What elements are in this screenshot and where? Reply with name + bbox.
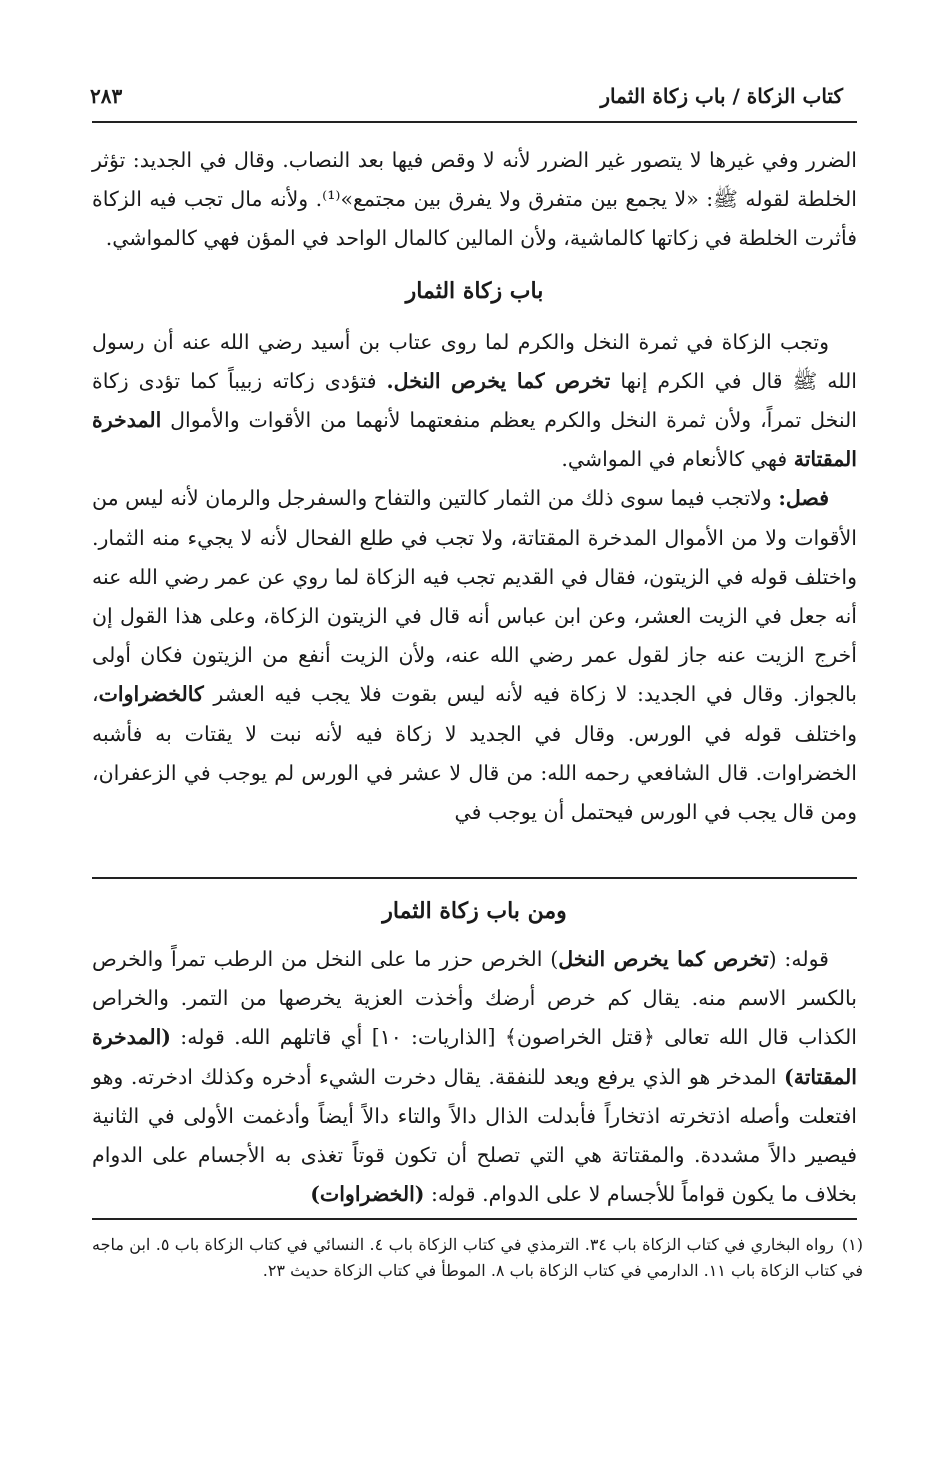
bold-term: تخرص كما يخرص النخل — [558, 947, 769, 971]
page-number: ٢٨٣ — [90, 84, 123, 108]
bold-term: كالخضراوات — [98, 682, 204, 707]
paragraph-partnership: الضرر وفي غيرها لا يتصور غير الضرر لأنه لا وقص فيها بعد النصاب. وقال في الجديد: تؤثر الخلطة لقوله ﷺ: «لا يجمع بين متفرق ولا يفرق بين مجتمع»⁽¹⁾. ولأنه مال تجب فيه الزكاة فأثرت الخلطة في زكاتها كالماشية، ولأن المالين كالمال الواحد في المؤن فهي كالمواشي. — [92, 148, 857, 251]
text-run: قوله: ( — [768, 947, 829, 971]
text-run: المدخر هو الذي يرفع ويعد للنفقة. يقال دخرت الشيء أدخره وكذلك ادخرته. وهو افتعلت وأصله اذتخرته اذتخاراً فأبدلت الذال دالاً والتاء دالاً أيضاً وأدغمت الأولى في الثانية فيصير دالاً مشددة. والمقتاتة هي التي تصلح أن تكون قوتاً تغذى به الأجسام على الدوام بخلاف ما يكون قواماً للأجسام لا على الدوام. قوله: — [92, 1064, 857, 1207]
footnote-rule — [92, 1218, 857, 1220]
footnote-mark: (١) — [841, 1235, 864, 1254]
commentary-paragraph — [92, 940, 857, 1214]
commentary-heading: ومن باب زكاة الثمار — [382, 898, 567, 924]
section-heading: باب زكاة الثمار — [405, 277, 544, 304]
footnote — [92, 1232, 863, 1284]
commentary-divider — [92, 877, 857, 879]
main-text — [92, 141, 857, 832]
bold-term: (الخضراوات) — [310, 1182, 425, 1207]
bold-term: (المدخرة المقتاتة) — [92, 1025, 857, 1089]
header-rule — [92, 121, 857, 123]
text-run: ) الخرص حزر ما على النخل من الرطب تمراً والخرص بالكسر الاسم منه. يقال كم خرص أرضك وأخذت العزية يخرصها من التمر. والخراص الكذاب قال الله تعالى ﴿قتل الخراصون﴾ [الذاريات: ١٠] أي قاتلهم الله. قوله: — [92, 947, 857, 1050]
text-run: وتجب الزكاة في ثمرة النخل والكرم لما روى عتاب بن أسيد رضي الله عنه أن رسول الله ﷺ قال في الكرم إنها — [92, 329, 857, 393]
paragraph-fasl — [92, 479, 857, 832]
bold-term: المدخرة المقتاتة — [92, 408, 857, 472]
running-header — [90, 84, 843, 118]
footnote-text: رواه البخاري في كتاب الزكاة باب ٣٤. الترمذي في كتاب الزكاة باب ٤. النسائي في كتاب الزكاة باب ٥. ابن ماجه في كتاب الزكاة باب ١١. الدارمي في كتاب الزكاة باب ٨. الموطأ في كتاب الزكاة حديث ٢٣. — [92, 1235, 863, 1280]
text-run: فهي كالأنعام في المواشي. — [561, 447, 794, 472]
footnotes — [92, 1232, 863, 1284]
running-title: كتاب الزكاة / باب زكاة الثمار — [600, 84, 843, 108]
text-run: ، واختلف قوله في الورس. وقال في الجديد لا زكاة فيه لأنه نبت لا يقتات به فأشبه الخضراوات. قال الشافعي رحمه الله: من قال لا عشر في الورس لم يوجب في الزعفران، ومن قال يجب في الورس فيحتمل أن يوجب في — [92, 682, 857, 825]
paragraph-fruit-zakat — [92, 323, 857, 480]
bold-term: تخرص كما يخرص النخل. — [386, 368, 611, 393]
commentary-section — [92, 882, 857, 1214]
text-run: فتؤدى زكاته زبيباً كما تؤدى زكاة النخل تمراً، ولأن ثمرة النخل والكرم يعظم منفعتهما لأنهما من الأقوات والأموال — [92, 368, 857, 433]
fasl-label: فصل: — [778, 486, 829, 511]
text-run: ولاتجب فيما سوى ذلك من الثمار كالتين والتفاح والسفرجل والرمان لأنه ليس من الأقوات ولا من الأموال المدخرة المقتاتة، ولا تجب في طلع الفحال لأنه لا يجيء منه الثمار. واختلف قوله في الزيتون، فقال في القديم تجب فيه الزكاة لما روي عن عمر رضي الله عنه أنه جعل في الزيت العشر، وعن ابن عباس أنه قال في الزيتون الزكاة، وعلى هذا القول إن أخرج الزيت عنه جاز لقول عمر رضي الله عنه، ولأن الزيت أنفع من الزيتون فكان أولى بالجواز. وقال في الجديد: لا زكاة فيه لأنه ليس بقوت فلا يجب فيه العشر — [92, 486, 857, 707]
